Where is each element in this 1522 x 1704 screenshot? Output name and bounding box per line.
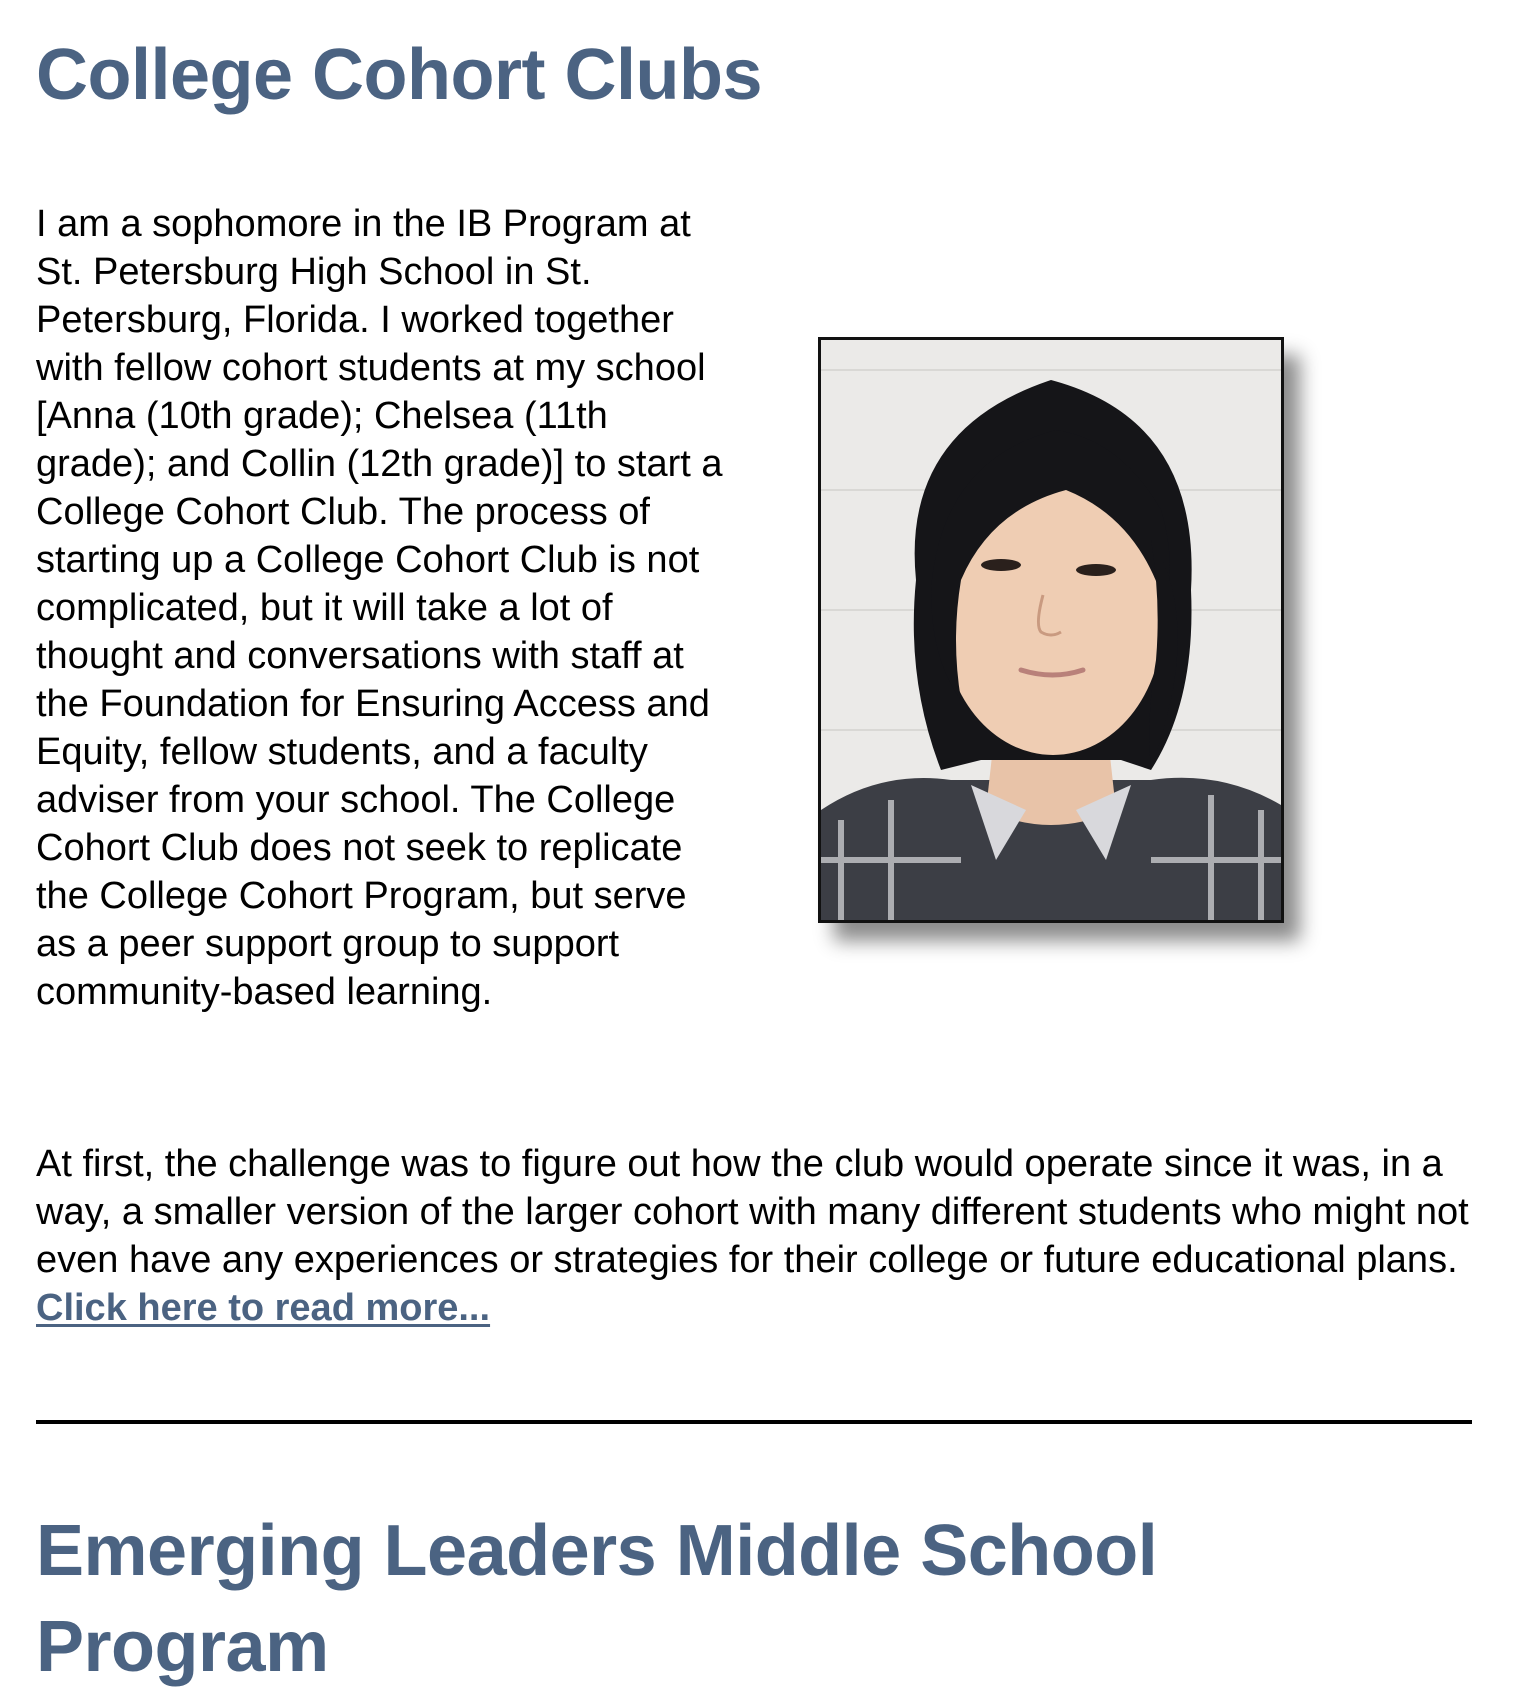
body-paragraph-text: At first, the challenge was to figure out how the club would operate since it was, in a way, a smaller version of the larger cohort with many different students who might not even have any experiences or strategies for their college or future educational plans. xyxy=(36,1143,1469,1281)
student-portrait-photo xyxy=(818,337,1284,923)
section-divider xyxy=(36,1420,1472,1424)
section-title-college-cohort-clubs: College Cohort Clubs xyxy=(36,35,762,115)
body-paragraph xyxy=(36,1140,1476,1332)
section-title-emerging-leaders: Emerging Leaders Middle School Program xyxy=(36,1511,1158,1687)
read-more-link[interactable]: Click here to read more... xyxy=(36,1287,491,1329)
intro-paragraph: I am a sophomore in the IB Program at St. Petersburg High School in St. Petersburg, Florida. I worked together with fellow cohort students at my school [Anna (10th grade); Chelsea (11th grade); and Collin (12th grade)] to start a College Cohort Club. The process of starting up a College Cohort Club is not complicated, but it will take a lot of thought and conversations with staff at the Foundation for Ensuring Access and Equity, fellow students, and a faculty adviser from your school. The College Cohort Club does not seek to replicate the College Cohort Program, but serve as a peer support group to support community-based learning. xyxy=(36,203,723,1013)
